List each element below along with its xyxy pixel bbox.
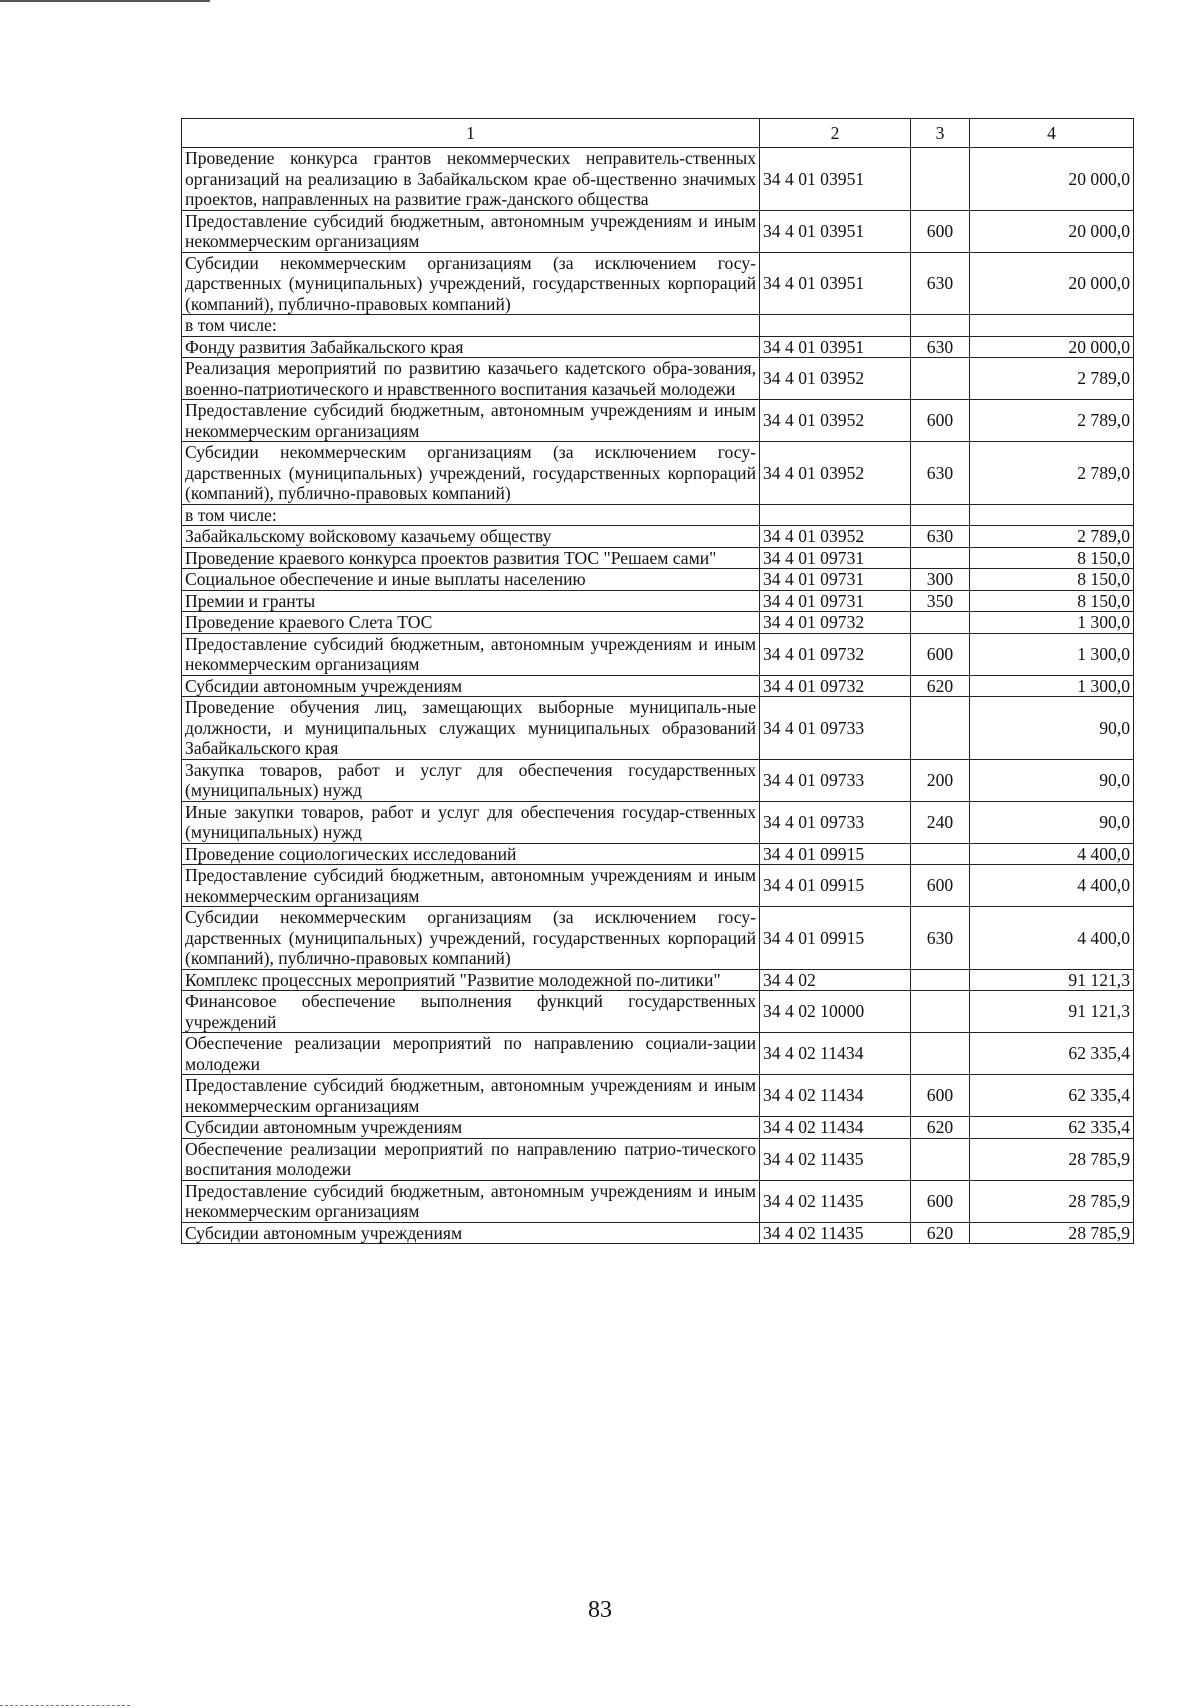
table-row (182, 442, 1134, 505)
table-header-row (182, 119, 1134, 148)
row-code: 34 4 01 03951 (760, 210, 911, 252)
row-sum: 90,0 (970, 697, 1134, 760)
row-code: 34 4 02 11434 (760, 1033, 911, 1075)
row-sum: 8 150,0 (970, 590, 1134, 612)
row-code: 34 4 01 09915 (760, 843, 911, 865)
row-sum: 2 789,0 (970, 442, 1134, 505)
row-sum: 8 150,0 (970, 569, 1134, 591)
table-row (182, 504, 1134, 526)
table-row (182, 569, 1134, 591)
row-name: Проведение конкурса грантов некоммерческих неправитель-ственных организаций на реализацию в Забайкальском крае об-щественно значимых проектов, направленных на развитие граж-данского общества (182, 148, 760, 211)
row-code: 34 4 01 09731 (760, 569, 911, 591)
row-name: Проведение краевого конкурса проектов развития ТОС "Решаем сами" (182, 547, 760, 569)
table-row (182, 843, 1134, 865)
row-code: 34 4 01 09915 (760, 865, 911, 907)
row-sum: 28 785,9 (970, 1138, 1134, 1180)
row-code: 34 4 02 10000 (760, 991, 911, 1033)
row-expense-type: 600 (911, 1075, 970, 1117)
table-row (182, 1138, 1134, 1180)
row-expense-type: 240 (911, 801, 970, 843)
row-sum: 1 300,0 (970, 612, 1134, 634)
row-code: 34 4 02 11435 (760, 1222, 911, 1244)
row-code (760, 315, 911, 337)
table-row (182, 1033, 1134, 1075)
row-expense-type (911, 504, 970, 526)
row-code: 34 4 01 09915 (760, 907, 911, 970)
row-expense-type: 630 (911, 336, 970, 358)
table-row (182, 1075, 1134, 1117)
row-sum: 90,0 (970, 801, 1134, 843)
row-name: Финансовое обеспечение выполнения функций государственных учреждений (182, 991, 760, 1033)
row-name: Предоставление субсидий бюджетным, автономным учреждениям и иным некоммерческим организациям (182, 400, 760, 442)
budget-table (181, 118, 1134, 1244)
row-sum: 4 400,0 (970, 843, 1134, 865)
row-name: Реализация мероприятий по развитию казачьего кадетского обра-зования, военно-патриотического и нравственного воспитания казачьей молодежи (182, 358, 760, 400)
row-code: 34 4 01 09732 (760, 633, 911, 675)
row-expense-type: 600 (911, 1180, 970, 1222)
row-name: Субсидии некоммерческим организациям (за исключением госу-дарственных (муниципальных) учреждений, государственных корпораций (компаний), публично-правовых компаний) (182, 442, 760, 505)
row-sum: 20 000,0 (970, 148, 1134, 211)
row-sum: 8 150,0 (970, 547, 1134, 569)
row-code: 34 4 01 03952 (760, 400, 911, 442)
row-name: Проведение краевого Слета ТОС (182, 612, 760, 634)
row-name: Предоставление субсидий бюджетным, автономным учреждениям и иным некоммерческим организациям (182, 210, 760, 252)
row-sum: 91 121,3 (970, 991, 1134, 1033)
row-expense-type (911, 612, 970, 634)
page-number: 83 (588, 1597, 612, 1623)
row-name: Социальное обеспечение и иные выплаты населению (182, 569, 760, 591)
row-sum: 1 300,0 (970, 633, 1134, 675)
row-name: Предоставление субсидий бюджетным, автономным учреждениям и иным некоммерческим организациям (182, 633, 760, 675)
row-sum: 2 789,0 (970, 400, 1134, 442)
row-expense-type: 350 (911, 590, 970, 612)
table-row (182, 400, 1134, 442)
row-name: Фонду развития Забайкальского края (182, 336, 760, 358)
row-name: Предоставление субсидий бюджетным, автономным учреждениям и иным некоммерческим организациям (182, 1075, 760, 1117)
table-row (182, 612, 1134, 634)
row-name: Проведение обучения лиц, замещающих выборные муниципаль-ные должности, и муниципальных служащих муниципальных образований Забайкальского края (182, 697, 760, 760)
row-code: 34 4 02 11435 (760, 1138, 911, 1180)
row-name: Закупка товаров, работ и услуг для обеспечения государственных (муниципальных) нужд (182, 759, 760, 801)
row-expense-type: 300 (911, 569, 970, 591)
table-row (182, 358, 1134, 400)
row-sum: 62 335,4 (970, 1033, 1134, 1075)
row-code: 34 4 01 03952 (760, 442, 911, 505)
row-code: 34 4 01 09731 (760, 590, 911, 612)
table-row (182, 148, 1134, 211)
row-code: 34 4 02 11434 (760, 1117, 911, 1139)
row-name: Комплекс процессных мероприятий "Развитие молодежной по-литики" (182, 969, 760, 991)
header-col-code: 2 (760, 119, 911, 148)
row-code (760, 504, 911, 526)
table-row (182, 547, 1134, 569)
row-name: Обеспечение реализации мероприятий по направлению социали-зации молодежи (182, 1033, 760, 1075)
row-name: Субсидии автономным учреждениям (182, 1222, 760, 1244)
row-sum: 20 000,0 (970, 336, 1134, 358)
row-sum: 4 400,0 (970, 907, 1134, 970)
row-name: Иные закупки товаров, работ и услуг для обеспечения государ-ственных (муниципальных) нужд (182, 801, 760, 843)
table-row (182, 210, 1134, 252)
table-row (182, 315, 1134, 337)
table-body (182, 148, 1134, 1244)
table-row (182, 759, 1134, 801)
row-name: Субсидии автономным учреждениям (182, 675, 760, 697)
row-name: Предоставление субсидий бюджетным, автономным учреждениям и иным некоммерческим организациям (182, 1180, 760, 1222)
row-expense-type (911, 148, 970, 211)
table-row (182, 1180, 1134, 1222)
row-expense-type: 620 (911, 675, 970, 697)
row-code: 34 4 02 11434 (760, 1075, 911, 1117)
row-sum: 62 335,4 (970, 1075, 1134, 1117)
row-expense-type: 600 (911, 633, 970, 675)
header-col-name: 1 (182, 119, 760, 148)
row-code: 34 4 01 09731 (760, 547, 911, 569)
table-row (182, 907, 1134, 970)
row-sum: 4 400,0 (970, 865, 1134, 907)
row-sum: 90,0 (970, 759, 1134, 801)
row-expense-type (911, 697, 970, 760)
row-name: Предоставление субсидий бюджетным, автономным учреждениям и иным некоммерческим организациям (182, 865, 760, 907)
table-row (182, 675, 1134, 697)
row-code: 34 4 01 03951 (760, 148, 911, 211)
row-expense-type (911, 358, 970, 400)
table-row (182, 1222, 1134, 1244)
row-code: 34 4 02 11435 (760, 1180, 911, 1222)
row-code: 34 4 01 09733 (760, 801, 911, 843)
row-sum: 2 789,0 (970, 526, 1134, 548)
row-expense-type (911, 547, 970, 569)
row-code: 34 4 01 03952 (760, 358, 911, 400)
table-header (182, 119, 1134, 148)
row-expense-type (911, 969, 970, 991)
table-row (182, 526, 1134, 548)
row-code: 34 4 01 03952 (760, 526, 911, 548)
scan-edge-top (0, 0, 210, 2)
table-row (182, 252, 1134, 315)
row-code: 34 4 02 (760, 969, 911, 991)
row-expense-type (911, 1138, 970, 1180)
row-sum: 20 000,0 (970, 252, 1134, 315)
table-row (182, 590, 1134, 612)
row-expense-type: 620 (911, 1222, 970, 1244)
row-expense-type: 600 (911, 400, 970, 442)
row-code: 34 4 01 03951 (760, 336, 911, 358)
row-expense-type: 620 (911, 1117, 970, 1139)
row-expense-type (911, 315, 970, 337)
row-sum (970, 504, 1134, 526)
row-expense-type: 630 (911, 526, 970, 548)
header-col-sum: 4 (970, 119, 1134, 148)
row-code: 34 4 01 09733 (760, 759, 911, 801)
row-name: Проведение социологических исследований (182, 843, 760, 865)
table-row (182, 991, 1134, 1033)
row-expense-type: 630 (911, 442, 970, 505)
row-sum: 62 335,4 (970, 1117, 1134, 1139)
row-code: 34 4 01 09732 (760, 612, 911, 634)
table-row (182, 633, 1134, 675)
row-code: 34 4 01 09732 (760, 675, 911, 697)
table-row (182, 1117, 1134, 1139)
row-sum: 91 121,3 (970, 969, 1134, 991)
row-name: Субсидии некоммерческим организациям (за исключением госу-дарственных (муниципальных) учреждений, государственных корпораций (компаний), публично-правовых компаний) (182, 907, 760, 970)
row-name: Премии и гранты (182, 590, 760, 612)
row-expense-type: 600 (911, 210, 970, 252)
row-sum: 2 789,0 (970, 358, 1134, 400)
row-expense-type (911, 1033, 970, 1075)
row-code: 34 4 01 03951 (760, 252, 911, 315)
row-expense-type: 630 (911, 252, 970, 315)
row-name: в том числе: (182, 315, 760, 337)
row-expense-type: 200 (911, 759, 970, 801)
header-col-expense-type: 3 (911, 119, 970, 148)
row-sum: 20 000,0 (970, 210, 1134, 252)
scan-edge-bottom (0, 1705, 130, 1706)
table-row (182, 865, 1134, 907)
table-row (182, 969, 1134, 991)
row-expense-type (911, 991, 970, 1033)
row-expense-type (911, 843, 970, 865)
row-sum: 28 785,9 (970, 1222, 1134, 1244)
row-sum: 28 785,9 (970, 1180, 1134, 1222)
row-sum (970, 315, 1134, 337)
row-expense-type: 600 (911, 865, 970, 907)
row-name: в том числе: (182, 504, 760, 526)
table-row (182, 697, 1134, 760)
row-code: 34 4 01 09733 (760, 697, 911, 760)
row-name: Субсидии некоммерческим организациям (за исключением госу-дарственных (муниципальных) учреждений, государственных корпораций (компаний), публично-правовых компаний) (182, 252, 760, 315)
row-sum: 1 300,0 (970, 675, 1134, 697)
table-row (182, 801, 1134, 843)
row-name: Субсидии автономным учреждениям (182, 1117, 760, 1139)
row-expense-type: 630 (911, 907, 970, 970)
row-name: Забайкальскому войсковому казачьему обществу (182, 526, 760, 548)
table-row (182, 336, 1134, 358)
row-name: Обеспечение реализации мероприятий по направлению патрио-тического воспитания молодежи (182, 1138, 760, 1180)
